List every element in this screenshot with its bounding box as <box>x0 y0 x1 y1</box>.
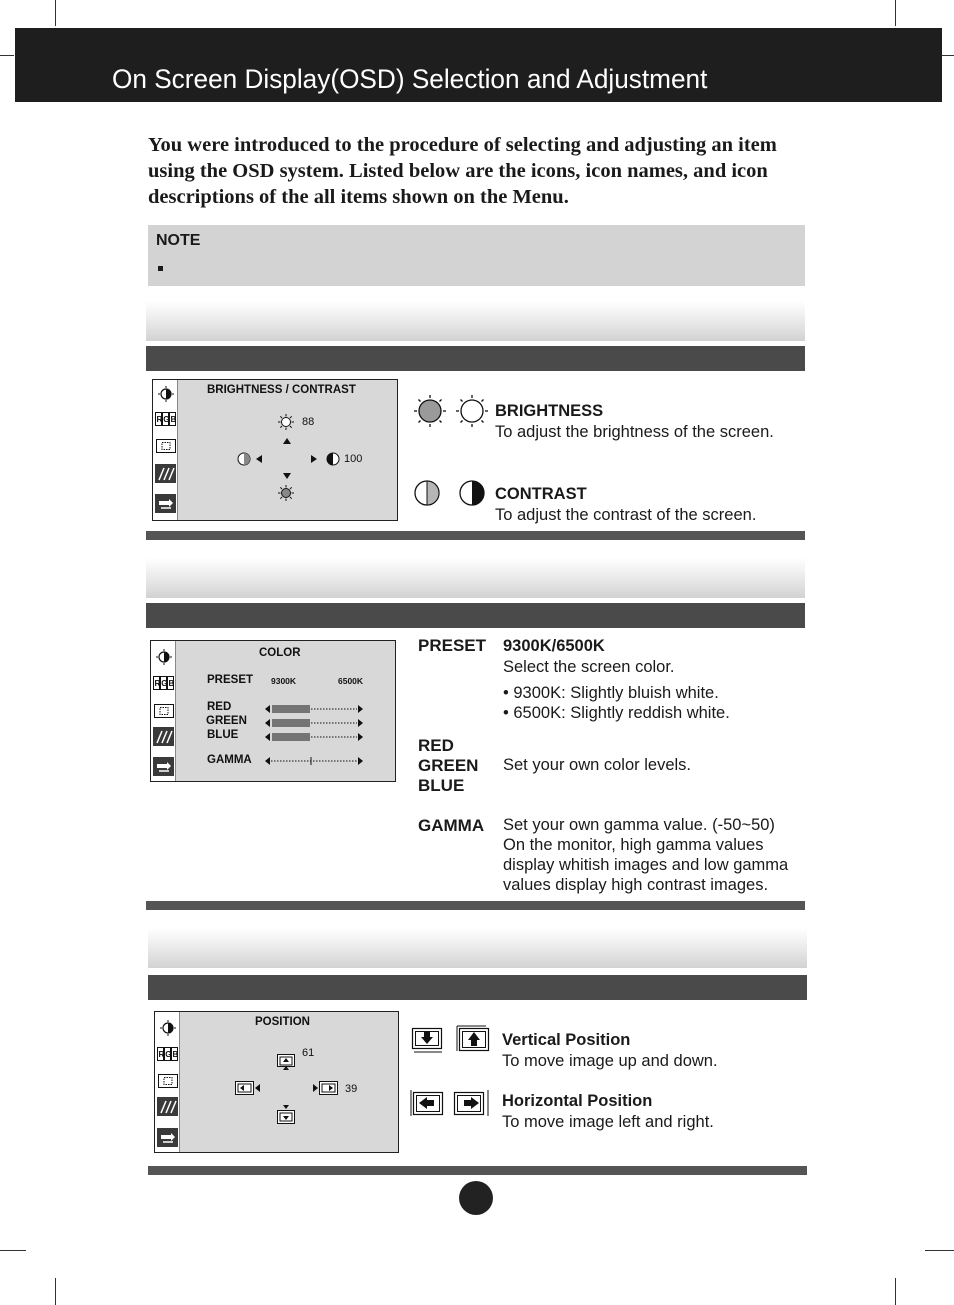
gamma-description-line1: Set your own gamma value. (-50~50) <box>503 816 775 834</box>
osd-green-label: GREEN <box>206 715 247 727</box>
green-label: GREEN <box>418 756 479 775</box>
preset-bullet-6500k: • 6500K: Slightly reddish white. <box>503 704 730 722</box>
crop-mark <box>940 55 954 56</box>
section-dark-bar <box>146 603 805 628</box>
crop-mark <box>895 1278 896 1305</box>
vertical-position-heading: Vertical Position <box>502 1031 631 1049</box>
brightness-low-icon <box>414 395 446 427</box>
left-arrow-icon <box>256 455 262 463</box>
svg-text:G: G <box>161 678 168 688</box>
svg-text:R: R <box>156 414 163 424</box>
osd-icon-strip <box>153 380 178 520</box>
section-gradient-bar <box>146 301 805 341</box>
horizontal-position-heading: Horizontal Position <box>502 1092 653 1110</box>
tracking-icon <box>153 727 174 746</box>
rgb-description: Set your own color levels. <box>503 756 692 774</box>
position-icon <box>153 701 174 720</box>
crop-mark <box>0 55 14 56</box>
brightness-contrast-icon <box>155 384 176 403</box>
brightness-contrast-icon <box>153 647 174 666</box>
svg-text:R: R <box>158 1049 165 1059</box>
osd-green-slider <box>265 718 363 728</box>
osd-gamma-slider <box>265 756 363 766</box>
red-label: RED <box>418 736 454 755</box>
svg-text:R: R <box>154 678 161 688</box>
contrast-icon <box>237 452 251 466</box>
osd-brightness-value: 88 <box>302 416 315 428</box>
osd-icon-strip <box>151 641 176 781</box>
contrast-high-icon <box>459 480 485 506</box>
svg-text:B: B <box>170 414 177 424</box>
crop-mark <box>0 1250 26 1251</box>
osd-preset-6500k: 6500K <box>338 676 364 686</box>
osd-red-slider <box>265 704 363 714</box>
preset-heading: 9300K/6500K <box>503 637 605 655</box>
gamma-description-line3: display whitish images and low gamma <box>503 856 789 874</box>
svg-text:B: B <box>172 1049 179 1059</box>
contrast-icon <box>326 452 340 466</box>
osd-position-screen <box>154 1011 399 1153</box>
rgb-color-icon <box>153 673 174 692</box>
crop-mark <box>55 0 56 26</box>
horizontal-left-icon <box>410 1089 444 1117</box>
up-arrow-icon <box>283 438 291 444</box>
osd-horizontal-right-icon <box>312 1081 338 1095</box>
crop-mark <box>925 1250 954 1251</box>
crop-mark <box>55 1278 56 1305</box>
note-label: NOTE <box>156 232 201 249</box>
svg-text:G: G <box>165 1049 172 1059</box>
osd-title: POSITION <box>255 1016 310 1028</box>
contrast-low-icon <box>414 480 440 506</box>
osd-horizontal-value: 39 <box>345 1083 358 1095</box>
section-dark-bar <box>146 346 805 371</box>
brightness-description: To adjust the brightness of the screen. <box>495 423 774 441</box>
note-bullet <box>158 266 163 271</box>
contrast-description: To adjust the contrast of the screen. <box>495 506 757 524</box>
brightness-high-icon <box>456 395 488 427</box>
osd-vertical-down-icon <box>277 1105 295 1124</box>
setup-icon <box>153 757 174 776</box>
note-box <box>148 225 805 286</box>
osd-color-screen <box>150 640 396 782</box>
tracking-icon <box>157 1097 178 1116</box>
section-gradient-bar <box>146 558 805 598</box>
rgb-color-icon <box>157 1044 178 1063</box>
osd-vertical-up-icon <box>277 1054 295 1070</box>
brightness-contrast-icon <box>157 1018 178 1037</box>
section-dark-bar <box>148 975 807 1000</box>
osd-horizontal-left-icon <box>235 1081 261 1095</box>
gamma-description-line2: On the monitor, high gamma values <box>503 836 764 854</box>
vertical-position-description: To move image up and down. <box>502 1052 718 1070</box>
section-divider <box>146 901 805 910</box>
brightness-heading: BRIGHTNESS <box>495 402 604 420</box>
rgb-color-icon <box>155 409 176 428</box>
gamma-description-line4: values display high contrast images. <box>503 876 769 894</box>
osd-title: COLOR <box>259 647 301 659</box>
tracking-icon <box>155 464 176 483</box>
osd-preset-9300k: 9300K <box>271 676 297 686</box>
svg-text:G: G <box>163 414 170 424</box>
section-divider <box>146 531 805 540</box>
setup-icon <box>155 494 176 513</box>
osd-vertical-value: 61 <box>302 1047 315 1059</box>
crop-mark <box>895 0 896 26</box>
position-icon <box>155 436 176 455</box>
intro-paragraph: You were introduced to the procedure of selecting and adjusting an item using the OSD system. Listed below are the icons, icon names, and icon descriptions of the all items shown on the Menu. <box>148 134 777 208</box>
preset-description: Select the screen color. <box>503 658 675 676</box>
down-arrow-icon <box>283 473 291 479</box>
osd-sun-icon <box>278 485 294 501</box>
osd-blue-slider <box>265 732 363 742</box>
horizontal-right-icon <box>454 1089 490 1117</box>
section-divider <box>148 1166 807 1175</box>
osd-gamma-label: GAMMA <box>207 754 252 766</box>
svg-text:B: B <box>168 678 175 688</box>
blue-label: BLUE <box>418 776 465 795</box>
right-arrow-icon <box>311 455 317 463</box>
osd-title: BRIGHTNESS / CONTRAST <box>207 384 356 396</box>
osd-preset-label: PRESET <box>207 674 254 686</box>
osd-contrast-value: 100 <box>344 453 363 465</box>
osd-icon-strip <box>155 1012 180 1152</box>
page-number-dot <box>459 1181 493 1215</box>
horizontal-position-description: To move image left and right. <box>502 1113 714 1131</box>
preset-label: PRESET <box>418 636 487 655</box>
osd-brightness-contrast-screen <box>152 379 398 521</box>
vertical-down-icon <box>412 1028 444 1054</box>
contrast-heading: CONTRAST <box>495 485 587 503</box>
setup-icon <box>157 1128 178 1147</box>
osd-blue-label: BLUE <box>207 729 239 741</box>
osd-sun-icon <box>278 414 294 430</box>
osd-red-label: RED <box>207 701 232 713</box>
gamma-label: GAMMA <box>418 816 485 835</box>
preset-bullet-9300k: • 9300K: Slightly bluish white. <box>503 684 719 702</box>
section-gradient-bar <box>148 928 807 968</box>
position-icon <box>157 1071 178 1090</box>
vertical-up-icon <box>456 1025 489 1053</box>
page-title: On Screen Display(OSD) Selection and Adjustment <box>112 64 708 94</box>
